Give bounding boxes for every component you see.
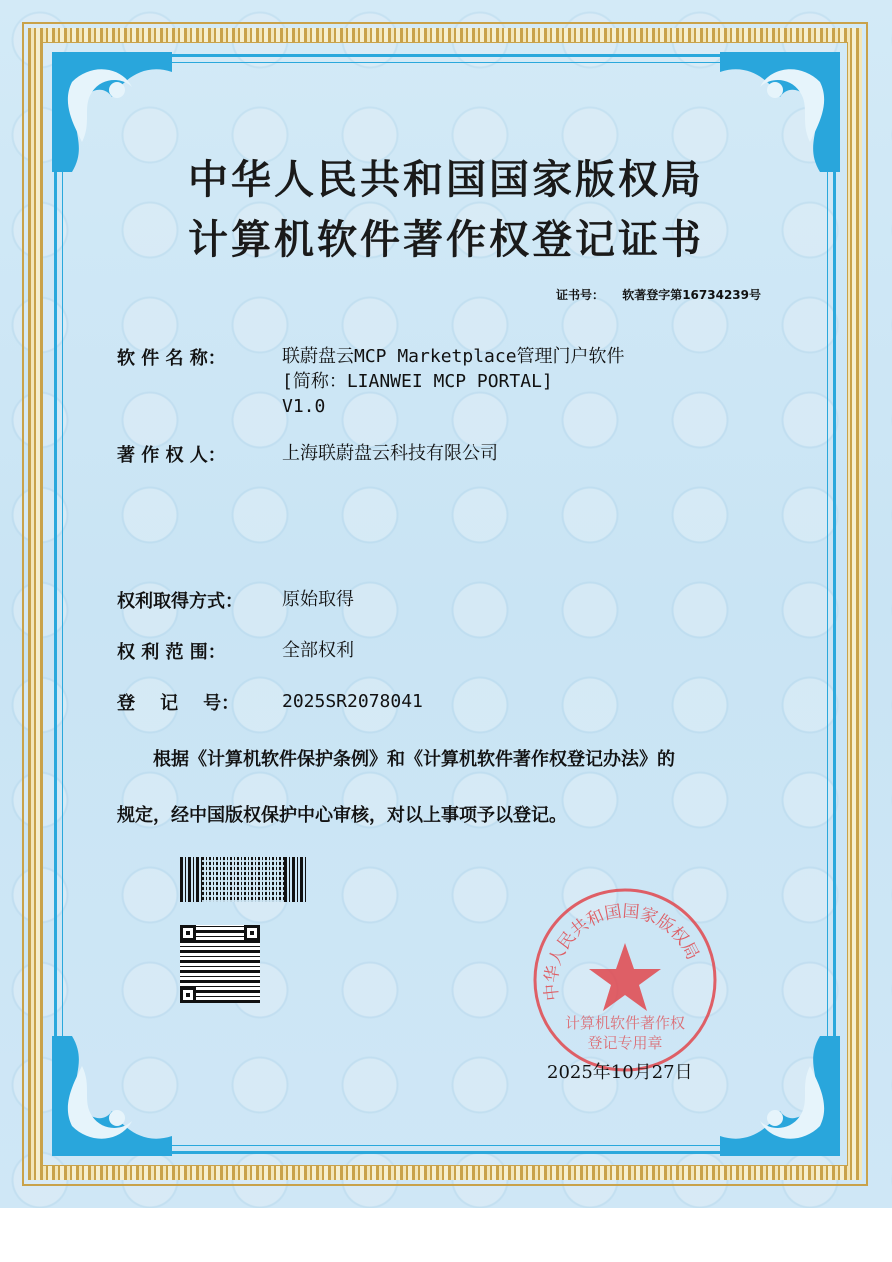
software-name-line: 联蔚盘云MCP Marketplace管理门户软件 bbox=[282, 346, 625, 367]
field-copyright-owner bbox=[117, 441, 498, 467]
field-acquisition-method bbox=[117, 587, 354, 613]
issue-date: 2025年10月27日 bbox=[547, 1062, 693, 1083]
field-label: 著 作 权 人： bbox=[117, 445, 226, 466]
qr-code bbox=[180, 925, 260, 1003]
field-value: 上海联蔚盘云科技有限公司 bbox=[282, 443, 498, 464]
field-label: 权利取得方式： bbox=[117, 591, 243, 612]
software-version-line: V1.0 bbox=[282, 396, 326, 417]
svg-text:登记专用章: 登记专用章 bbox=[587, 1034, 663, 1052]
certificate-number bbox=[556, 286, 761, 303]
field-label: 登 记 号： bbox=[117, 693, 240, 714]
issuer-title: 中华人民共和国国家版权局 bbox=[188, 156, 704, 203]
field-software-name bbox=[117, 344, 625, 417]
ornament-corner-icon bbox=[720, 1036, 840, 1156]
certificate-number-value: 软著登字第16734239号 bbox=[622, 288, 762, 302]
field-rights-scope bbox=[117, 638, 354, 664]
software-short-name-line: [简称：LIANWEI MCP PORTAL] bbox=[282, 371, 553, 392]
field-label: 软 件 名 称： bbox=[117, 348, 226, 369]
statement-line-2: 规定，经中国版权保护中心审核，对以上事项予以登记。 bbox=[117, 805, 567, 826]
certificate-title: 计算机软件著作权登记证书 bbox=[188, 216, 704, 263]
pdf417-barcode bbox=[180, 857, 308, 902]
field-value bbox=[282, 344, 625, 419]
official-seal bbox=[530, 885, 720, 1075]
certificate-number-label: 证书号： bbox=[556, 288, 605, 302]
field-label: 权 利 范 围： bbox=[117, 642, 226, 663]
svg-text:计算机软件著作权: 计算机软件著作权 bbox=[564, 1014, 686, 1032]
svg-text:中华人民共和国国家版权局: 中华人民共和国国家版权局 bbox=[541, 901, 703, 1002]
ornament-corner-icon bbox=[52, 1036, 172, 1156]
field-registration-number bbox=[117, 689, 423, 715]
field-value: 2025SR2078041 bbox=[282, 691, 423, 712]
field-value: 全部权利 bbox=[282, 640, 354, 661]
registration-statement bbox=[117, 732, 807, 844]
statement-line-1: 根据《计算机软件保护条例》和《计算机软件著作权登记办法》的 bbox=[153, 749, 675, 770]
field-value: 原始取得 bbox=[282, 589, 354, 610]
